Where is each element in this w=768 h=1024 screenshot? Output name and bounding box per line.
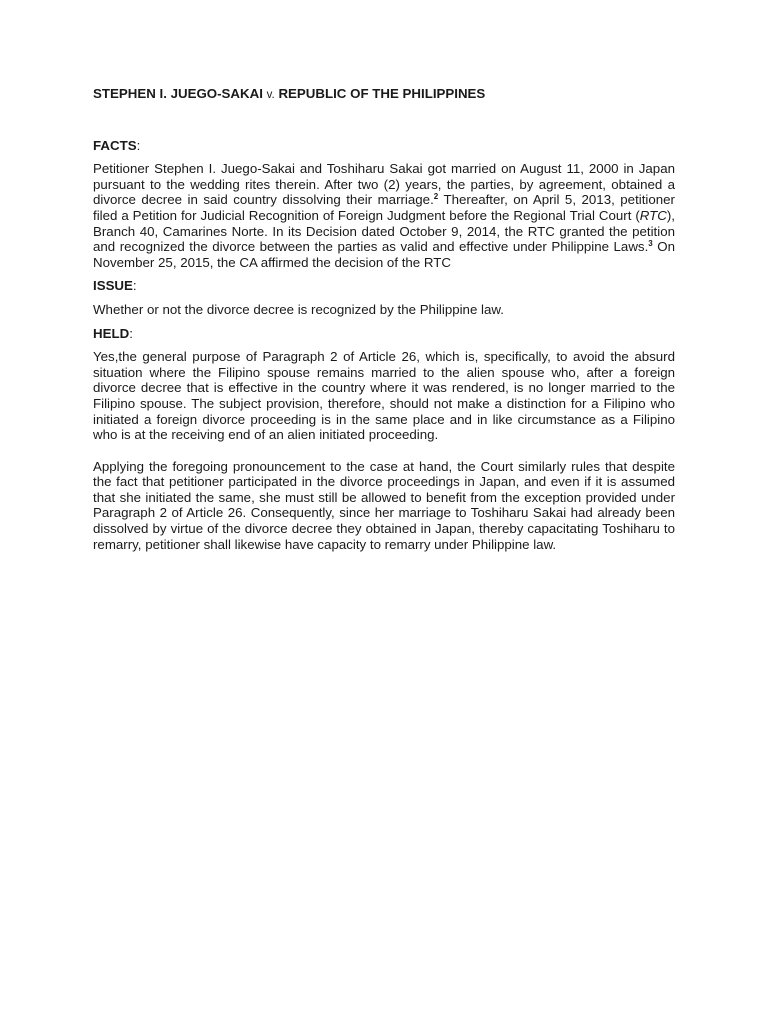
rtc-abbreviation: RTC bbox=[639, 207, 667, 223]
facts-text-2: Thereafter, on April 5, 2013, petitioner filed a Petition for Judicial Recognition of Foreign Judgment before the Regional Trial Court ( bbox=[93, 192, 675, 223]
facts-text-3: ), Branch 40, Camarines Norte. In its Decision dated October 9, 2014, the RTC granted the petition and recognized the divorce between the parties as valid and effective under Philippine Laws. bbox=[93, 207, 675, 255]
issue-paragraph: Whether or not the divorce decree is recognized by the Philippine law. bbox=[93, 301, 504, 317]
held-paragraph-2: Applying the foregoing pronouncement to the case at hand, the Court similarly rules that despite the fact that petitioner participated in the divorce proceedings in Japan, and even if it is assumed that she initiated the same, she must still be allowed to benefit from the exception provided under Paragraph 2 of Article 26. Consequently, since her marriage to Toshiharu Sakai had already been dissolved by virtue of the divorce decree they obtained in Japan, thereby capacitating Toshiharu to remarry, petitioner shall likewise have capacity to remarry under Philippine law. bbox=[93, 458, 675, 552]
case-title bbox=[93, 86, 675, 104]
versus-label: v. bbox=[266, 89, 275, 101]
respondent-name: REPUBLIC OF THE PHILIPPINES bbox=[278, 86, 486, 101]
footnote-ref-3: 3 bbox=[648, 239, 653, 249]
facts-text-4: On November 25, 2015, the CA affirmed the decision of the RTC bbox=[93, 239, 675, 270]
petitioner-name: STEPHEN I. JUEGO-SAKAI bbox=[93, 86, 263, 101]
held-heading-colon: : bbox=[129, 325, 133, 341]
issue-heading bbox=[93, 278, 675, 294]
facts-text-1: Petitioner Stephen I. Juego-Sakai and Toshiharu Sakai got married on August 11, 2000 in Japan pursuant to the wedding rites therein. After two (2) years, the parties, by agreement, obtained a divorce decree in said country dissolving their marriage. bbox=[93, 161, 675, 208]
held-paragraph-1: Yes,the general purpose of Paragraph 2 of Article 26, which is, specifically, to avoid the absurd situation where the Filipino spouse remains married to the alien spouse who, after a foreign divorce decree that is effective in the country where it was rendered, is no longer married to the Filipino spouse. The subject provision, therefore, should not make a distinction for a Filipino who initiated a foreign divorce proceeding is in the same place and in like circumstance as a Filipino who is at the receiving end of an alien initiated proceeding. bbox=[93, 349, 675, 443]
held-heading-label: HELD bbox=[93, 325, 130, 341]
document-page bbox=[93, 86, 675, 560]
facts-paragraph bbox=[93, 161, 675, 270]
footnote-ref-2: 2 bbox=[433, 192, 439, 202]
facts-heading bbox=[93, 138, 675, 154]
held-heading bbox=[93, 326, 675, 342]
facts-heading-colon: : bbox=[136, 137, 141, 153]
facts-heading-label: FACTS bbox=[93, 137, 137, 153]
issue-heading-colon: : bbox=[132, 278, 137, 294]
issue-heading-label: ISSUE bbox=[93, 278, 133, 294]
